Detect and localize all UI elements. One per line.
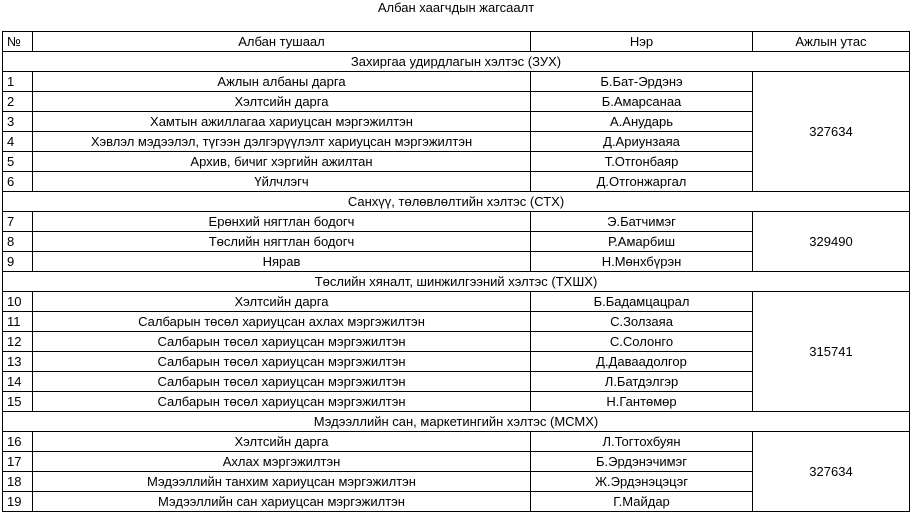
row-position: Хэлтсийн дарга (33, 432, 531, 452)
row-name: Б.Эрдэнэчимэг (531, 452, 753, 472)
row-name: Н.Мөнхбүрэн (531, 252, 753, 272)
row-position: Үйлчлэгч (33, 172, 531, 192)
row-position: Ажлын албаны дарга (33, 72, 531, 92)
row-no: 9 (3, 252, 33, 272)
row-name: Л.Тогтохбуян (531, 432, 753, 452)
row-no: 16 (3, 432, 33, 452)
row-no: 10 (3, 292, 33, 312)
row-position: Мэдээллийн танхим хариуцсан мэргэжилтэн (33, 472, 531, 492)
row-position: Хэлтсийн дарга (33, 292, 531, 312)
row-no: 12 (3, 332, 33, 352)
row-name: Р.Амарбиш (531, 232, 753, 252)
row-no: 6 (3, 172, 33, 192)
row-name: Ж.Эрдэнэцэцэг (531, 472, 753, 492)
header-no: № (3, 32, 33, 52)
row-position: Төслийн нягтлан бодогч (33, 232, 531, 252)
row-position: Салбарын төсөл хариуцсан мэргэжилтэн (33, 392, 531, 412)
row-position: Салбарын төсөл хариуцсан мэргэжилтэн (33, 332, 531, 352)
row-position: Архив, бичиг хэргийн ажилтан (33, 152, 531, 172)
section-title: Төслийн хяналт, шинжилгээний хэлтэс (ТХШХ) (3, 272, 910, 292)
row-name: С.Солонго (531, 332, 753, 352)
row-position: Хэвлэл мэдээлэл, түгээн дэлгэрүүлэлт хариуцсан мэргэжилтэн (33, 132, 531, 152)
row-no: 14 (3, 372, 33, 392)
header-position: Албан тушаал (33, 32, 531, 52)
row-name: Б.Амарсанаа (531, 92, 753, 112)
row-no: 2 (3, 92, 33, 112)
row-no: 13 (3, 352, 33, 372)
page-title: Албан хаагчдын жагсаалт (377, 0, 535, 15)
section-phone: 315741 (753, 292, 910, 412)
row-no: 8 (3, 232, 33, 252)
section-row (3, 192, 910, 212)
section-phone: 327634 (753, 432, 910, 512)
table-row (3, 432, 910, 452)
row-position: Мэдээллийн сан хариуцсан мэргэжилтэн (33, 492, 531, 512)
row-position: Ахлах мэргэжилтэн (33, 452, 531, 472)
section-row (3, 412, 910, 432)
row-no: 19 (3, 492, 33, 512)
header-phone: Ажлын утас (753, 32, 910, 52)
row-name: С.Золзаяа (531, 312, 753, 332)
row-no: 1 (3, 72, 33, 92)
row-no: 15 (3, 392, 33, 412)
row-no: 5 (3, 152, 33, 172)
section-title: Санхүү, төлөвлөлтийн хэлтэс (СТХ) (3, 192, 910, 212)
row-position: Ерөнхий нягтлан бодогч (33, 212, 531, 232)
row-no: 18 (3, 472, 33, 492)
row-name: Н.Гантөмөр (531, 392, 753, 412)
row-name: Л.Батдэлгэр (531, 372, 753, 392)
row-no: 7 (3, 212, 33, 232)
row-no: 17 (3, 452, 33, 472)
row-position: Нярав (33, 252, 531, 272)
table-row (3, 292, 910, 312)
row-position: Салбарын төсөл хариуцсан мэргэжилтэн (33, 352, 531, 372)
table-row (3, 72, 910, 92)
staff-table (2, 31, 910, 512)
row-name: Д.Ариунзаяа (531, 132, 753, 152)
row-no: 11 (3, 312, 33, 332)
row-name: Д.Даваадолгор (531, 352, 753, 372)
row-name: Т.Отгонбаяр (531, 152, 753, 172)
section-phone: 329490 (753, 212, 910, 272)
row-name: А.Анударь (531, 112, 753, 132)
row-position: Хамтын ажиллагаа хариуцсан мэргэжилтэн (33, 112, 531, 132)
section-title: Захиргаа удирдлагын хэлтэс (ЗУХ) (3, 52, 910, 72)
table-header-row (3, 32, 910, 52)
row-position: Хэлтсийн дарга (33, 92, 531, 112)
row-no: 3 (3, 112, 33, 132)
section-title: Мэдээллийн сан, маркетингийн хэлтэс (МСМХ) (3, 412, 910, 432)
row-position: Салбарын төсөл хариуцсан ахлах мэргэжилтэн (33, 312, 531, 332)
row-name: Б.Бадамцацрал (531, 292, 753, 312)
section-phone: 327634 (753, 72, 910, 192)
header-name: Нэр (531, 32, 753, 52)
row-name: Г.Майдар (531, 492, 753, 512)
row-name: Б.Бат-Эрдэнэ (531, 72, 753, 92)
section-row (3, 52, 910, 72)
row-position: Салбарын төсөл хариуцсан мэргэжилтэн (33, 372, 531, 392)
row-no: 4 (3, 132, 33, 152)
row-name: Э.Батчимэг (531, 212, 753, 232)
section-row (3, 272, 910, 292)
row-name: Д.Отгонжаргал (531, 172, 753, 192)
table-row (3, 212, 910, 232)
